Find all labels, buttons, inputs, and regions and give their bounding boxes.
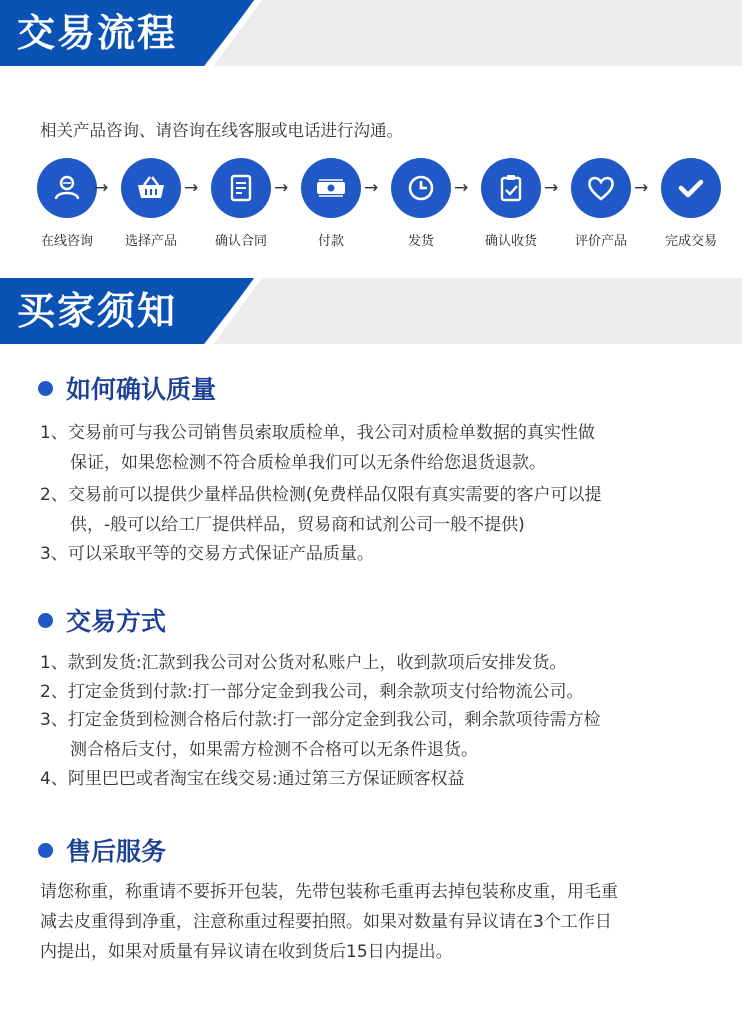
basket-icon [121,158,181,218]
arrow-icon: → [454,178,469,198]
checklist-icon [481,158,541,218]
intro-text: 相关产品咨询、请咨询在线客服或电话进行沟通。 [40,121,403,140]
list-item-line: 1、款到发货:汇款到我公司对公货对私账户上，收到款项后安排发货。 [40,653,567,673]
list-item [40,705,601,765]
step-shipping [376,158,469,249]
section-heading-trade-method [38,602,166,638]
arrow-icon: → [544,178,559,198]
list-item [40,648,567,678]
trade-process-flow [22,158,732,248]
list-item-line: 2、打定金货到付款:打一部分定金到我公司，剩余款项支付给物流公司。 [40,682,584,702]
list-item-line: 1、交易前可与我公司销售员索取质检单，我公司对质检单数据的真实性做 [40,423,595,443]
arrow-icon: → [184,178,199,198]
arrow-icon: → [94,178,109,198]
step-label: 确认收货 [484,234,537,249]
section-banner-trade-process [0,0,750,66]
list-item-line: 供，-般可以给工厂提供样品，贸易商和试剂公司一般不提供) [70,515,525,535]
heart-icon [571,158,631,218]
list-item [40,480,601,540]
step-label: 确认合同 [214,234,267,249]
list-item-line: 保证，如果您检测不符合质检单我们可以无条件给您退货退款。 [70,453,546,473]
document-icon [211,158,271,218]
step-confirm-contract [196,158,289,249]
arrow-icon: → [364,178,379,198]
paragraph-line: 减去皮重得到净重，注意称重过程要拍照。如果对数量有异议请在3个工作日 [40,912,612,932]
list-item-line: 4、阿里巴巴或者淘宝在线交易:通过第三方保证顾客权益 [40,769,465,789]
step-label: 完成交易 [664,234,717,249]
list-item [40,539,374,569]
banner-title: 买家须知 [17,289,178,333]
banner-title: 交易流程 [17,11,178,55]
paragraph-line: 内提出，如果对质量有异议请在收到货后15日内提出。 [40,942,453,962]
list-item-line: 3、打定金货到检测合格后付款:打一部分定金到我公司，剩余款项待需方检 [40,710,601,730]
step-select-product [106,158,199,249]
arrow-icon: → [634,178,649,198]
section-heading-text: 如何确认质量 [66,375,217,404]
step-review-product [556,158,649,249]
step-label: 选择产品 [124,234,177,249]
step-consult [22,158,112,249]
arrow-icon: → [274,178,289,198]
step-label: 发货 [407,234,434,249]
clock-icon [391,158,451,218]
bullet-dot [38,843,53,858]
step-payment [286,158,379,249]
list-item-line: 2、交易前可以提供少量样品供检测(免费样品仅限有真实需要的客户可以提 [40,485,602,505]
list-item [40,764,465,794]
list-item [40,677,584,707]
section-heading-text: 售后服务 [66,837,167,866]
step-label: 付款 [317,234,344,249]
section-heading-after-sales [38,832,166,868]
money-icon [301,158,361,218]
section-heading-quality [38,370,216,406]
after-sales-paragraph [40,877,730,967]
user-icon [37,158,97,218]
step-confirm-receipt [466,158,559,249]
bullet-dot [38,613,53,628]
paragraph-line: 请您称重，称重请不要拆开包装，先带包装称毛重再去掉包装称皮重，用毛重 [40,882,618,902]
bullet-dot [38,381,53,396]
step-complete-trade [646,158,736,249]
list-item-line: 3、可以采取平等的交易方式保证产品质量。 [40,544,374,564]
list-item-line: 测合格后支付，如果需方检测不合格可以无条件退货。 [70,740,478,760]
section-heading-text: 交易方式 [66,607,167,636]
step-label: 在线咨询 [40,234,93,249]
check-icon [661,158,721,218]
section-banner-buyer-notice [0,278,750,344]
list-item [40,418,595,478]
step-label: 评价产品 [574,234,627,249]
